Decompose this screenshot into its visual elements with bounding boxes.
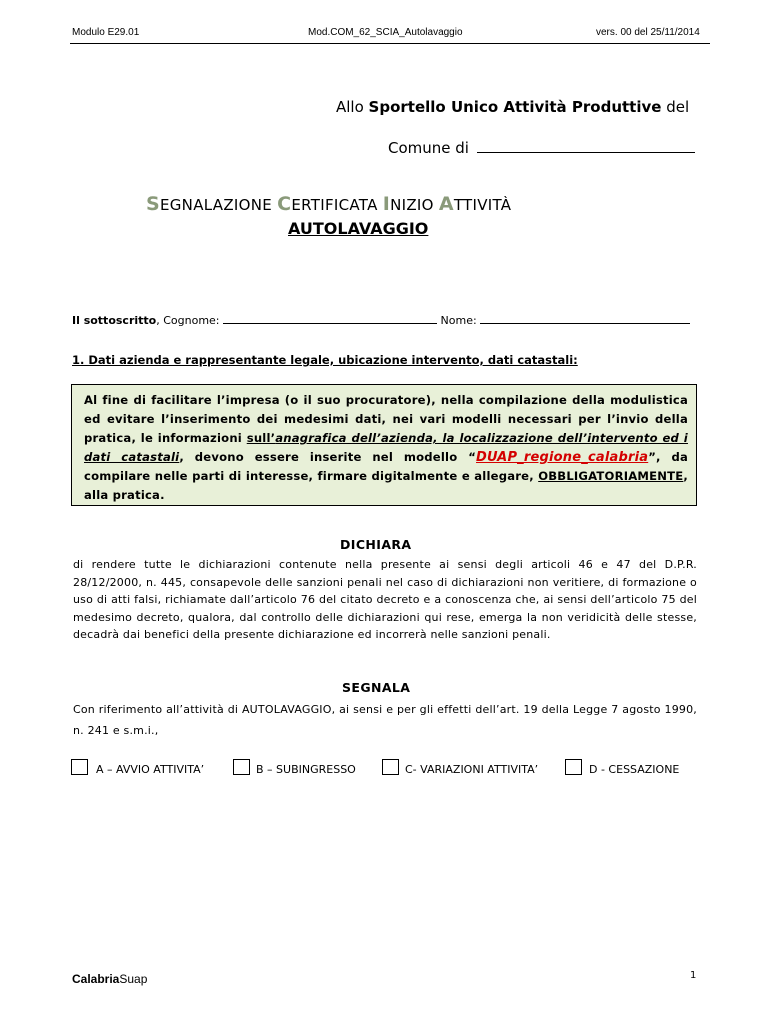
option-b-label: B – SUBINGRESSO <box>256 763 356 776</box>
option-b-checkbox[interactable] <box>233 759 250 775</box>
addressee-prefix: Allo <box>336 98 369 116</box>
signer-comma: , <box>156 314 160 327</box>
surname-field[interactable] <box>223 313 437 324</box>
option-d-checkbox[interactable] <box>565 759 582 775</box>
document-title <box>146 193 511 215</box>
header-version: vers. 00 del 25/11/2014 <box>596 27 700 38</box>
title-word-3: NIZIO <box>390 196 439 214</box>
option-c-label: C- VARIAZIONI ATTIVITA’ <box>405 763 539 776</box>
segnala-heading: SEGNALA <box>342 680 411 695</box>
notice-box <box>71 384 697 506</box>
signer-label: Il sottoscritto <box>72 314 157 327</box>
addressee-line <box>336 98 689 116</box>
footer-logo <box>72 972 147 986</box>
title-word-2: ERTIFICATA <box>291 196 383 214</box>
notice-part-6: ”, da compilare nelle parti di interesse, firmare digitalmente e allegare, <box>84 450 688 483</box>
title-initial-a: A <box>438 193 454 215</box>
notice-part-3: anagrafica dell’azienda, la localizzazione dell’intervento ed i dati catastali <box>84 431 688 464</box>
page-number: 1 <box>690 970 697 981</box>
municipality-label: Comune di <box>388 139 469 157</box>
dichiara-text: di rendere tutte le dichiarazioni contenute nella presente ai sensi degli articoli 46 e 47 del D.P.R. 28/12/2000, n. 445, consapevole delle sanzioni penali nel caso di dichiarazioni non veritiere, di formazione o uso di atti falsi, richiamate dall’articolo 76 del citato decreto e a conoscenza che, ai sensi dell’articolo 75 del medesimo decreto, qualora, dal controllo delle dichiarazioni qui rese, emerga la non veridicità delle stesse, decadrà dai benefici della presente dichiarazione ed incorrerà nelle sanzioni penali. <box>73 558 697 642</box>
name-field[interactable] <box>480 313 690 324</box>
section-1-heading: 1. Dati azienda e rappresentante legale, ubicazione intervento, dati catastali: <box>72 353 578 367</box>
footer-logo-bold: Calabria <box>72 972 120 986</box>
option-a-label: A – AVVIO ATTIVITA’ <box>96 763 205 776</box>
addressee-suffix: del <box>661 98 690 116</box>
name-label: Nome: <box>440 314 477 327</box>
municipality-line <box>388 138 695 157</box>
notice-part-8: , alla pratica. <box>84 469 688 502</box>
option-c-checkbox[interactable] <box>382 759 399 775</box>
footer-logo-rest: Suap <box>119 972 148 986</box>
header-form-code: Modulo E29.01 <box>72 27 140 38</box>
option-a-checkbox[interactable] <box>71 759 88 775</box>
notice-part-4: , devono essere inserite nel modello “ <box>179 450 477 464</box>
notice-model-link: DUAP_regione_calabria <box>476 450 649 465</box>
dichiara-heading: DICHIARA <box>340 537 412 552</box>
header-divider <box>70 43 710 44</box>
title-initial-c: C <box>277 193 292 215</box>
title-initial-i: I <box>382 193 391 215</box>
addressee-office: Sportello Unico Attività Produttive <box>368 98 662 116</box>
segnala-text: Con riferimento all’attività di AUTOLAVAGGIO, ai sensi e per gli effetti dell’art. 19 della Legge 7 agosto 1990, n. 241 e s.m.i., <box>73 703 697 737</box>
title-word-1: EGNALAZIONE <box>159 196 278 214</box>
notice-part-2: sull’ <box>246 431 276 445</box>
title-word-4: TTIVITÀ <box>453 196 512 214</box>
option-d-label: D - CESSAZIONE <box>589 763 680 776</box>
municipality-field[interactable] <box>477 138 695 153</box>
document-subtitle: AUTOLAVAGGIO <box>288 219 429 238</box>
notice-part-1: Al fine di facilitare l’impresa (o il suo procuratore), nella compilazione della modulistica ed evitare l’inserimento dei medesimi dati, nei vari modelli necessari per l’invio della pratica, le informazioni <box>84 393 688 445</box>
surname-label: Cognome: <box>163 314 220 327</box>
header-form-name: Mod.COM_62_SCIA_Autolavaggio <box>308 27 463 38</box>
title-initial-s: S <box>146 193 160 215</box>
notice-mandatory: OBBLIGATORIAMENTE <box>538 469 684 483</box>
notice-text <box>84 391 688 505</box>
signer-line <box>72 313 690 327</box>
